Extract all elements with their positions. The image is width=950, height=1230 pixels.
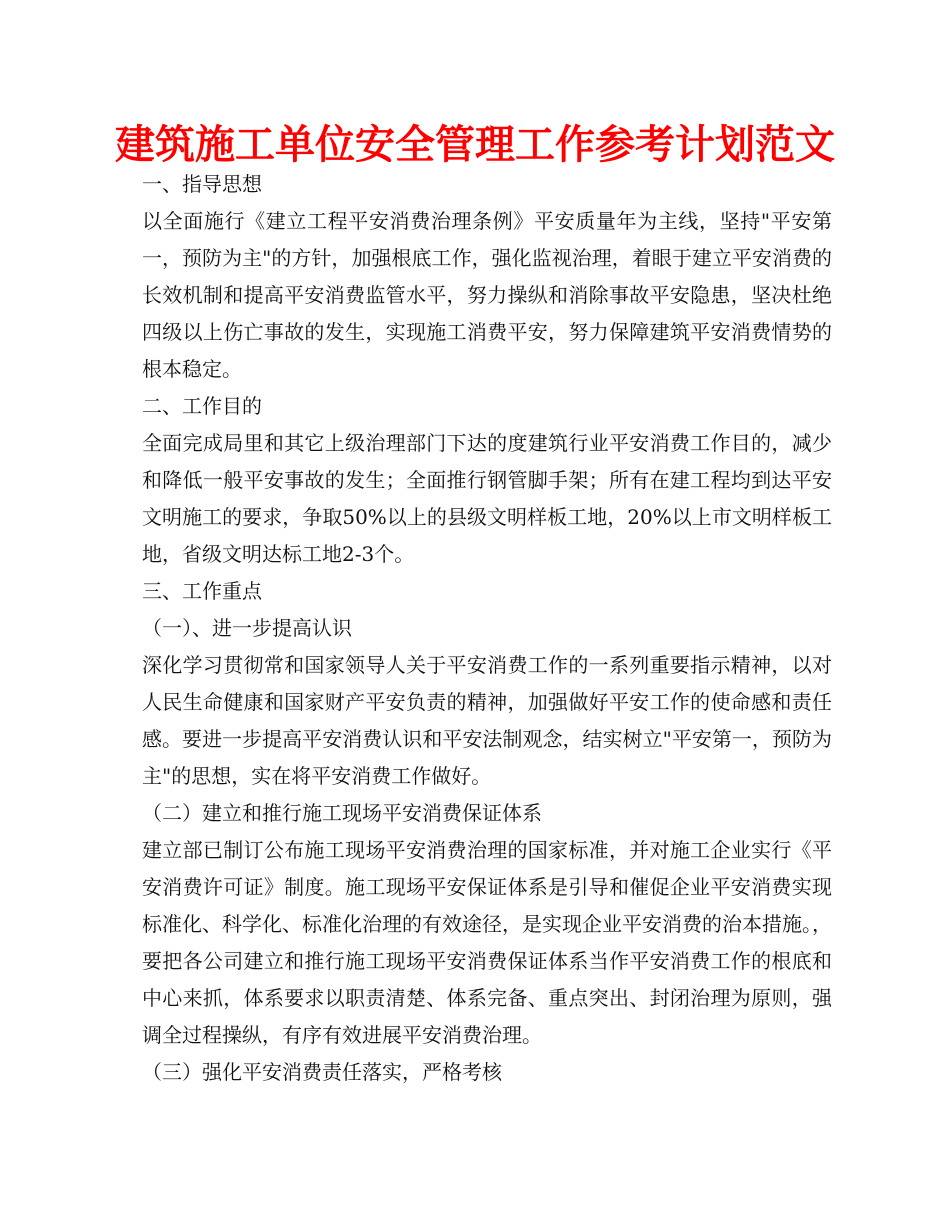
paragraph-improve-awareness: 深化学习贯彻常和国家领导人关于平安消费工作的一系列重要指示精神，以对人民生命健康和国家财产平安负责的精神，加强做好平安工作的使命感和责任感。要进一步提高平安消费认识和平安法制观念，结实树立"平安第一，预防为主"的思想，实在将平安消费工作做好。 <box>142 653 832 788</box>
subheading-responsibility-assessment: （三）强化平安消费责任落实，严格考核 <box>142 1060 502 1084</box>
section-heading-work-goals: 二、工作目的 <box>142 394 262 418</box>
paragraph-safety-guarantee-system: 建立部已制订公布施工现场平安消费治理的国家标准，并对施工企业实行《平安消费许可证》制度。施工现场平安保证体系是引导和催促企业平安消费实现标准化、科学化、标准化治理的有效途径，是实现企业平安消费的治本措施。，要把各公司建立和推行施工现场平安消费保证体系当作平安消费工作的根底和中心来抓，体系要求以职责清楚、体系完备、重点突出、封闭治理为原则，强调全过程操纵，有序有效进展平安消费治理。 <box>142 838 832 1047</box>
paragraph-work-goals: 全面完成局里和其它上级治理部门下达的度建筑行业平安消费工作目的，减少和降低一般平安事故的发生；全面推行钢管脚手架；所有在建工程均到达平安文明施工的要求，争取50%以上的县级文明样板工地，20%以上市文明样板工地，省级文明达标工地2-3个。 <box>142 431 832 566</box>
subheading-improve-awareness: （一）、进一步提高认识 <box>142 616 352 640</box>
paragraph-guiding-ideology: 以全面施行《建立工程平安消费治理条例》平安质量年为主线，坚持"平安第一，预防为主"的方针，加强根底工作，强化监视治理，着眼于建立平安消费的长效机制和提高平安消费监管水平，努力操纵和消除事故平安隐患，坚决杜绝四级以上伤亡事故的发生，实现施工消费平安，努力保障建筑平安消费情势的根本稳定。 <box>142 209 832 381</box>
subheading-safety-guarantee-system: （二）建立和推行施工现场平安消费保证体系 <box>142 801 542 825</box>
document-body <box>142 166 832 1091</box>
document-title: 建筑施工单位安全管理工作参考计划范文 <box>115 121 835 168</box>
section-heading-work-focus: 三、工作重点 <box>142 579 262 603</box>
section-heading-guiding-ideology: 一、指导思想 <box>142 172 262 196</box>
